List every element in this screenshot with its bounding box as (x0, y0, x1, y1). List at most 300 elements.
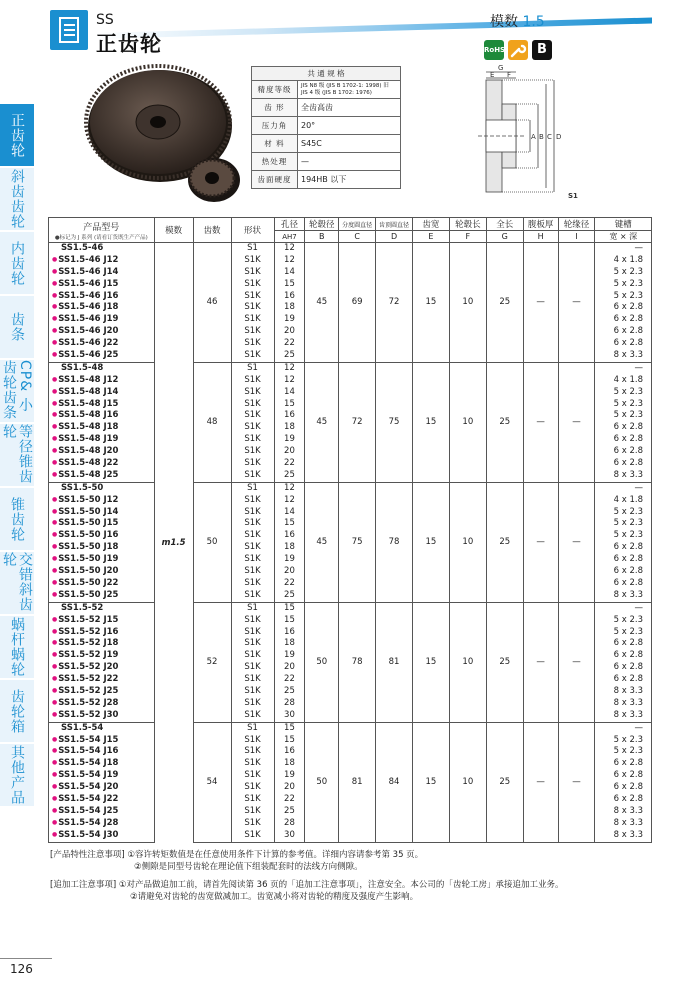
cell-B: 50 (305, 722, 339, 842)
cell-I: — (558, 362, 595, 482)
cell-model[interactable]: SS1.5-48 (61, 362, 104, 373)
cell-model[interactable]: SS1.5-50 (61, 482, 104, 493)
cell-bore: 20 (284, 566, 295, 577)
cell-shape: S1K (244, 770, 261, 781)
cell-bore-list (274, 482, 305, 602)
cell-shape-list (231, 243, 274, 363)
cell-model[interactable]: ● SS1.5-46 J22 (49, 338, 154, 350)
cell-model[interactable]: ● SS1.5-48 J25 (49, 470, 154, 482)
sidebar-item[interactable]: 锥齿轮 (0, 488, 34, 550)
cell-shape: S1K (244, 782, 261, 793)
catalog-icon (50, 10, 88, 50)
cell-D: 72 (376, 243, 413, 363)
cell-shape: S1K (244, 805, 261, 816)
sidebar-item[interactable]: 齿条 (0, 296, 34, 358)
cell-key: 8 x 3.3 (613, 697, 643, 708)
cell-F: 10 (449, 482, 486, 602)
product-note-1: ①容许转矩数值是在任意使用条件下计算的参考值。详细内容请参考第 35 页。 (127, 850, 424, 860)
cell-model[interactable]: ● SS1.5-54 J19 (49, 770, 154, 782)
cell-key: 6 x 2.8 (613, 302, 643, 313)
cell-key: 6 x 2.8 (613, 577, 643, 588)
cell-key: 6 x 2.8 (613, 782, 643, 793)
cell-key: 6 x 2.8 (613, 770, 643, 781)
cell-key: 6 x 2.8 (613, 758, 643, 769)
product-notes (50, 849, 423, 873)
cell-model[interactable]: ● SS1.5-50 J18 (49, 542, 154, 554)
cell-model[interactable]: ● SS1.5-54 J28 (49, 818, 154, 830)
cell-key: 5 x 2.3 (613, 518, 643, 529)
sidebar-item[interactable]: CP& 小齿轮齿条 (1, 360, 33, 420)
col-header-rim-dia: 轮缘径 (558, 218, 595, 231)
sidebar-item[interactable]: 等径锥齿轮 (1, 424, 33, 484)
col-header-face-width: 齿宽 (412, 218, 449, 231)
cell-bore: 15 (284, 278, 295, 289)
cell-shape: S1K (244, 709, 261, 720)
header-bar (96, 17, 652, 39)
col-header-web-thk: 腹板厚 (523, 218, 558, 231)
cell-shape: S1K (244, 386, 261, 397)
gear-product-image (62, 60, 242, 210)
cell-E: 15 (412, 362, 449, 482)
cell-shape: S1K (244, 338, 261, 349)
spec-value: 194HB 以下 (298, 171, 401, 189)
cell-shape: S1K (244, 674, 261, 685)
cell-shape: S1 (247, 362, 258, 373)
cell-model[interactable]: ● SS1.5-48 J15 (49, 399, 154, 411)
wrench-icon (508, 40, 528, 60)
cell-shape-list (231, 362, 274, 482)
spec-value: 全齿高齿 (298, 99, 401, 117)
cell-bore: 14 (284, 506, 295, 517)
cell-bore: 18 (284, 422, 295, 433)
cell-bore: 25 (284, 805, 295, 816)
cell-model[interactable]: ● SS1.5-52 J19 (49, 650, 154, 662)
cell-bore: 16 (284, 626, 295, 637)
module-indicator (490, 11, 545, 31)
cell-bore: 18 (284, 638, 295, 649)
cell-bore: 12 (284, 374, 295, 385)
col-sub-B: B (305, 231, 339, 243)
series-code: SS (96, 12, 114, 28)
sidebar-item[interactable]: 正齿轮 (0, 104, 34, 166)
cell-F: 10 (449, 602, 486, 722)
cell-G: 25 (486, 243, 523, 363)
cell-I: — (558, 602, 595, 722)
product-note-2: ②侧隙是同型号齿轮在理论值下组装配套时的法线方向侧隙。 (134, 862, 363, 872)
cell-model[interactable]: SS1.5-52 (61, 602, 104, 613)
cell-I: — (558, 722, 595, 842)
cell-shape: S1K (244, 734, 261, 745)
col-sub-I: I (558, 231, 595, 243)
cell-shape: S1K (244, 434, 261, 445)
spec-title: 共 通 规 格 (252, 67, 401, 81)
cell-bore: 14 (284, 266, 295, 277)
cell-shape: S1K (244, 614, 261, 625)
cell-key: 4 x 1.8 (613, 374, 643, 385)
cell-shape: S1K (244, 518, 261, 529)
cell-C: 75 (339, 482, 376, 602)
cell-model[interactable]: ● SS1.5-48 J18 (49, 422, 154, 434)
cell-model-list (49, 482, 155, 602)
cell-shape: S1K (244, 829, 261, 840)
cell-C: 72 (339, 362, 376, 482)
cell-shape-list (231, 602, 274, 722)
cell-model[interactable]: ● SS1.5-54 J25 (49, 806, 154, 818)
cell-C: 69 (339, 243, 376, 363)
cell-bore: 18 (284, 758, 295, 769)
cell-key: 6 x 2.8 (613, 650, 643, 661)
cell-bore: 20 (284, 782, 295, 793)
cell-key: 6 x 2.8 (613, 662, 643, 673)
cell-model[interactable]: ● SS1.5-52 J20 (49, 662, 154, 674)
module-value: 1.5 (522, 14, 545, 30)
cell-bore: 15 (284, 734, 295, 745)
col-header-model (49, 218, 155, 243)
cell-model-list (49, 362, 155, 482)
col-header-hub-len: 轮毂长 (449, 218, 486, 231)
model-header-note: ●标记为 J 系列 (请看订货既生产产品) (54, 234, 148, 241)
col-header-pitch-dia: 分度圆直径 (339, 218, 376, 231)
cell-shape: S1K (244, 530, 261, 541)
spec-value: S45C (298, 135, 401, 153)
cell-module: m1.5 (154, 243, 193, 843)
cell-C: 81 (339, 722, 376, 842)
cell-key-list (595, 722, 652, 842)
cell-model[interactable]: ● SS1.5-54 J22 (49, 794, 154, 806)
cell-shape: S1K (244, 458, 261, 469)
col-sub-D: D (376, 231, 413, 243)
col-sub-bore: AH7 (274, 231, 305, 243)
cell-key: 5 x 2.3 (613, 746, 643, 757)
cell-key: — (634, 243, 643, 253)
cell-shape: S1 (247, 243, 258, 253)
cell-shape: S1K (244, 817, 261, 828)
cell-key: 6 x 2.8 (613, 566, 643, 577)
cell-model[interactable]: ● SS1.5-54 J15 (49, 735, 154, 747)
footer-divider (0, 958, 52, 959)
col-sub-keyway: 宽 × 深 (595, 231, 652, 243)
cell-D: 75 (376, 362, 413, 482)
cell-key: 5 x 2.3 (613, 278, 643, 289)
cell-E: 15 (412, 482, 449, 602)
cell-key-list (595, 482, 652, 602)
cell-model-list (49, 602, 155, 722)
cell-shape: S1K (244, 542, 261, 553)
cell-shape-list (231, 722, 274, 842)
cell-shape: S1K (244, 326, 261, 337)
cell-shape: S1K (244, 254, 261, 265)
sidebar-item[interactable]: 蜗杆蜗轮 (0, 616, 34, 678)
col-header-total-len: 全长 (486, 218, 523, 231)
cell-model[interactable]: ● SS1.5-52 J16 (49, 627, 154, 639)
cell-bore: 12 (284, 494, 295, 505)
cell-shape: S1K (244, 398, 261, 409)
cell-shape: S1K (244, 758, 261, 769)
cell-shape: S1K (244, 314, 261, 325)
spec-value: — (298, 153, 401, 171)
cell-model[interactable]: ● SS1.5-50 J16 (49, 530, 154, 542)
cell-key: 8 x 3.3 (613, 589, 643, 600)
cell-shape: S1K (244, 746, 261, 757)
cell-shape: S1K (244, 374, 261, 385)
drawing-caption: S1 (568, 192, 578, 200)
spec-key: 齿面硬度 (252, 171, 298, 189)
cell-E: 15 (412, 243, 449, 363)
product-notes-label: [产品特性注意事项] (50, 850, 125, 860)
cell-bore: 22 (284, 674, 295, 685)
cell-shape: S1K (244, 494, 261, 505)
cell-model[interactable]: SS1.5-54 (61, 722, 104, 733)
cell-bore: 30 (284, 709, 295, 720)
cell-key: 4 x 1.8 (613, 494, 643, 505)
sidebar-item[interactable]: 内齿轮 (0, 232, 34, 294)
cell-G: 25 (486, 482, 523, 602)
cell-shape: S1K (244, 266, 261, 277)
col-header-keyway: 键槽 (595, 218, 652, 231)
cell-key: 4 x 1.8 (613, 254, 643, 265)
cell-key: 5 x 2.3 (613, 290, 643, 301)
cell-B: 45 (305, 362, 339, 482)
cell-bore: 19 (284, 650, 295, 661)
cell-shape: S1K (244, 697, 261, 708)
product-table-body (49, 243, 652, 843)
cell-model[interactable]: ● SS1.5-50 J14 (49, 507, 154, 519)
cell-key: 8 x 3.3 (613, 805, 643, 816)
cell-shape: S1K (244, 469, 261, 480)
cell-model[interactable]: ● SS1.5-46 J15 (49, 279, 154, 291)
cell-model[interactable]: ● SS1.5-52 J22 (49, 674, 154, 686)
cell-key: 6 x 2.8 (613, 434, 643, 445)
cell-bore: 19 (284, 770, 295, 781)
cell-teeth: 50 (193, 482, 231, 602)
cell-model[interactable]: ● SS1.5-52 J15 (49, 615, 154, 627)
cell-bore: 16 (284, 290, 295, 301)
cell-model[interactable]: ● SS1.5-54 J18 (49, 758, 154, 770)
table-row-group (49, 362, 652, 482)
cell-model[interactable]: ● SS1.5-50 J19 (49, 554, 154, 566)
cell-bore: 15 (284, 602, 295, 613)
cell-key: 8 x 3.3 (613, 817, 643, 828)
cell-E: 15 (412, 722, 449, 842)
cell-bore: 16 (284, 530, 295, 541)
cell-shape: S1K (244, 422, 261, 433)
cell-model-list (49, 722, 155, 842)
cell-model[interactable]: ● SS1.5-54 J16 (49, 746, 154, 758)
cell-key: 6 x 2.8 (613, 542, 643, 553)
cell-model[interactable]: ● SS1.5-46 J16 (49, 291, 154, 303)
cell-shape: S1 (247, 722, 258, 733)
cell-shape: S1K (244, 650, 261, 661)
cell-model[interactable]: ● SS1.5-46 J14 (49, 267, 154, 279)
spec-key: 精度等级 (252, 81, 298, 99)
cell-teeth: 54 (193, 722, 231, 842)
model-header-label: 产品型号 (83, 222, 120, 233)
table-row-group (49, 243, 652, 363)
cell-key: 6 x 2.8 (613, 326, 643, 337)
cell-key-list (595, 243, 652, 363)
dim-label-B: B (539, 133, 544, 141)
cell-bore: 15 (284, 614, 295, 625)
cell-key: 8 x 3.3 (613, 709, 643, 720)
process-note-1: ①对产品做追加工前，请首先阅读第 36 页的「追加工注意事项」，注意安全。本公司的「齿轮工房」承接追加工业务。 (118, 880, 564, 890)
cell-model[interactable]: ● SS1.5-48 J20 (49, 446, 154, 458)
cell-model[interactable]: ● SS1.5-52 J28 (49, 698, 154, 710)
cell-shape: S1K (244, 506, 261, 517)
cell-B: 45 (305, 243, 339, 363)
dim-label-F: F (507, 71, 512, 79)
cell-shape: S1 (247, 482, 258, 493)
cell-key-list (595, 362, 652, 482)
spec-value: JIS N8 级 (JIS B 1702-1: 1998) 旧 JIS 4 级 (JIS B 1702: 1976) (298, 81, 401, 99)
cell-bore: 19 (284, 434, 295, 445)
dim-label-C: C (547, 133, 552, 141)
col-header-shape: 形状 (231, 218, 274, 243)
cell-shape: S1K (244, 638, 261, 649)
cell-key: 5 x 2.3 (613, 614, 643, 625)
cell-key: 6 x 2.8 (613, 338, 643, 349)
cell-bore: 16 (284, 746, 295, 757)
col-sub-F: F (449, 231, 486, 243)
cell-key: 6 x 2.8 (613, 458, 643, 469)
spec-key: 齿 形 (252, 99, 298, 117)
col-header-module: 模数 (154, 218, 193, 243)
sidebar-item[interactable]: 交错斜齿轮 (1, 552, 33, 612)
cell-H: — (523, 482, 558, 602)
spec-key: 压力角 (252, 117, 298, 135)
cell-bore: 15 (284, 722, 295, 733)
cell-model[interactable]: ● SS1.5-46 J20 (49, 326, 154, 338)
cell-key: 6 x 2.8 (613, 446, 643, 457)
col-sub-C: C (339, 231, 376, 243)
cell-model[interactable]: ● SS1.5-46 J19 (49, 314, 154, 326)
cell-bore: 25 (284, 589, 295, 600)
col-header-bore: 孔径 (274, 218, 305, 231)
cell-key: 5 x 2.3 (613, 734, 643, 745)
cell-bore-list (274, 602, 305, 722)
cell-model[interactable]: ● SS1.5-54 J20 (49, 782, 154, 794)
sidebar-item[interactable]: 其他产品 (0, 744, 34, 806)
process-notes-label: [追加工注意事项] (50, 880, 117, 890)
cell-teeth: 52 (193, 602, 231, 722)
dim-label-A: A (531, 133, 536, 141)
cell-key: 5 x 2.3 (613, 398, 643, 409)
col-header-teeth: 齿数 (193, 218, 231, 243)
b-badge: B (532, 40, 552, 60)
cell-model[interactable]: ● SS1.5-46 J12 (49, 255, 154, 267)
cell-shape: S1K (244, 566, 261, 577)
rohs-badge: RoHS (484, 40, 504, 60)
cell-shape: S1K (244, 685, 261, 696)
dim-label-E: E (490, 71, 495, 79)
cell-model[interactable]: ● SS1.5-48 J12 (49, 375, 154, 387)
cell-H: — (523, 722, 558, 842)
cell-bore: 20 (284, 446, 295, 457)
spec-table (251, 66, 401, 189)
cell-shape: S1K (244, 577, 261, 588)
cell-key: 8 x 3.3 (613, 829, 643, 840)
page-title: 正齿轮 (96, 32, 162, 56)
cell-bore: 30 (284, 829, 295, 840)
cell-B: 50 (305, 602, 339, 722)
cell-key: — (634, 482, 643, 493)
cell-bore-list (274, 362, 305, 482)
cell-G: 25 (486, 722, 523, 842)
cell-bore: 22 (284, 458, 295, 469)
cell-shape: S1K (244, 589, 261, 600)
cell-model[interactable]: ● SS1.5-46 J25 (49, 350, 154, 362)
process-note-2: ②请避免对齿轮的齿宽做减加工。齿宽减小将对齿轮的精度及强度产生影响。 (130, 892, 419, 902)
cell-shape: S1K (244, 410, 261, 421)
cell-key: 5 x 2.3 (613, 410, 643, 421)
col-sub-E: E (412, 231, 449, 243)
cell-G: 25 (486, 602, 523, 722)
cell-model[interactable]: ● SS1.5-50 J22 (49, 578, 154, 590)
cell-model[interactable]: ● SS1.5-52 J30 (49, 710, 154, 722)
cell-model[interactable]: ● SS1.5-52 J18 (49, 638, 154, 650)
cell-key-list (595, 602, 652, 722)
cell-shape: S1K (244, 793, 261, 804)
cell-model[interactable]: ● SS1.5-48 J19 (49, 434, 154, 446)
sidebar-item[interactable]: 斜齿齿轮 (0, 168, 34, 230)
cell-key: 5 x 2.3 (613, 506, 643, 517)
cell-F: 10 (449, 243, 486, 363)
cell-key: — (634, 362, 643, 373)
cell-bore: 15 (284, 398, 295, 409)
cell-bore-list (274, 243, 305, 363)
process-notes (50, 879, 563, 903)
cell-bore: 16 (284, 410, 295, 421)
spec-value: 20° (298, 117, 401, 135)
sidebar-item[interactable]: 齿轮箱 (0, 680, 34, 742)
cell-bore: 25 (284, 685, 295, 696)
cell-D: 78 (376, 482, 413, 602)
cell-E: 15 (412, 602, 449, 722)
cell-B: 45 (305, 482, 339, 602)
cell-key: — (634, 722, 643, 733)
cell-model[interactable]: ● SS1.5-48 J14 (49, 387, 154, 399)
cell-model[interactable]: ● SS1.5-48 J16 (49, 410, 154, 422)
cell-H: — (523, 602, 558, 722)
cell-shape: S1K (244, 446, 261, 457)
cell-model[interactable]: ● SS1.5-54 J30 (49, 830, 154, 842)
cell-bore: 12 (284, 243, 295, 253)
cell-model[interactable]: ● SS1.5-48 J22 (49, 458, 154, 470)
cell-shape: S1K (244, 554, 261, 565)
module-label: 模数 (490, 14, 518, 30)
cell-bore: 18 (284, 542, 295, 553)
cell-model[interactable]: ● SS1.5-50 J20 (49, 566, 154, 578)
cell-model[interactable]: SS1.5-46 (61, 243, 104, 253)
cell-key: 6 x 2.8 (613, 554, 643, 565)
cell-model[interactable]: ● SS1.5-52 J25 (49, 686, 154, 698)
cell-model[interactable]: ● SS1.5-50 J12 (49, 495, 154, 507)
cell-teeth: 46 (193, 243, 231, 363)
cell-model[interactable]: ● SS1.5-50 J15 (49, 518, 154, 530)
cell-shape-list (231, 482, 274, 602)
cell-model-list (49, 243, 155, 363)
col-sub-G: G (486, 231, 523, 243)
cell-shape: S1K (244, 662, 261, 673)
cell-shape: S1K (244, 278, 261, 289)
cell-model[interactable]: ● SS1.5-50 J25 (49, 590, 154, 602)
cell-key: 6 x 2.8 (613, 314, 643, 325)
cell-teeth: 48 (193, 362, 231, 482)
cell-bore: 28 (284, 697, 295, 708)
cell-model[interactable]: ● SS1.5-46 J18 (49, 302, 154, 314)
cell-bore: 19 (284, 314, 295, 325)
table-row-group (49, 722, 652, 842)
cell-bore: 19 (284, 554, 295, 565)
